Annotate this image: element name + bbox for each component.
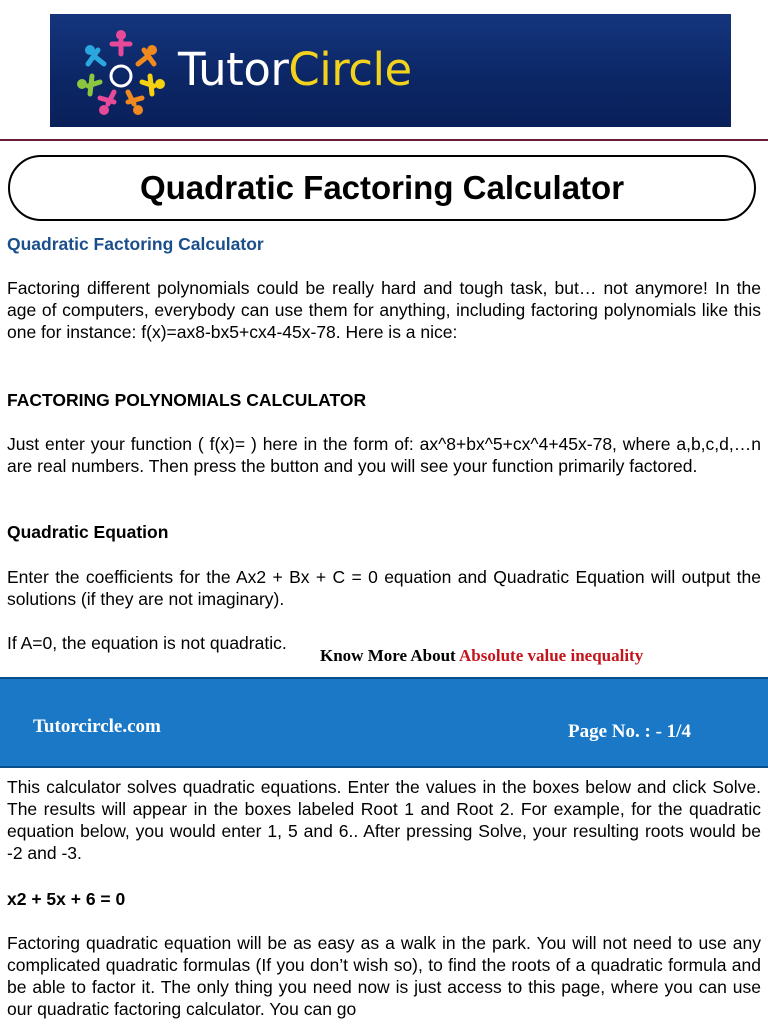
section-subheading: Quadratic Factoring Calculator (7, 234, 264, 254)
page2-equation-block (7, 888, 761, 910)
footer-page-number: Page No. : - 1/4 (568, 721, 691, 742)
heading-quadratic-equation: Quadratic Equation (7, 522, 169, 542)
header-divider (0, 139, 768, 141)
paragraph-function-input: Just enter your function ( f(x)= ) here in the form of: ax^8+bx^5+cx^4+45x-78, where a,b,c,d,…n are real numbers. Then press the button and you will see your function primarily factored. (7, 434, 761, 476)
page1-content (7, 233, 761, 255)
page2-para2-block (7, 932, 761, 1020)
paragraph-factoring-easy: Factoring quadratic equation will be as easy as a walk in the park. You will not need to use any complicated quadratic formulas (If you don’t wish so), to find the roots of a quadratic formula and be able to factor it. The only thing you need now is just access to this page, where you can use our quadratic factoring calculator. You can go (7, 933, 761, 1019)
paragraph-calculator-usage: This calculator solves quadratic equations. Enter the values in the boxes below and click Solve. The results will appear in the boxes labeled Root 1 and Root 2. For example, for the quadratic equation below, you would enter 1, 5 and 6.. After pressing Solve, your resulting roots would be -2 and -3. (7, 777, 761, 863)
page1-para4-block (7, 632, 327, 654)
paragraph-a-zero: If A=0, the equation is not quadratic. (7, 633, 287, 653)
logo-wordmark (178, 44, 412, 96)
footer-site-link[interactable]: Tutorcircle.com (33, 716, 161, 737)
know-more-line (320, 646, 643, 666)
header-banner (50, 14, 731, 127)
logo-word-circle: Circle (288, 43, 412, 96)
know-more-prefix: Know More About (320, 646, 456, 665)
example-equation: x2 + 5x + 6 = 0 (7, 889, 126, 909)
page-footer (0, 677, 768, 768)
people-circle-icon (72, 26, 170, 118)
page1-para3-block (7, 566, 761, 610)
paragraph-coefficients: Enter the coefficients for the Ax2 + Bx + C = 0 equation and Quadratic Equation will output the solutions (if they are not imaginary). (7, 567, 761, 609)
page2-para1-block (7, 776, 761, 864)
page1-heading2-block (7, 389, 761, 411)
page1-para1-block (7, 277, 761, 343)
title-box (8, 155, 756, 221)
page-title: Quadratic Factoring Calculator (139, 169, 625, 206)
know-more-link[interactable]: Absolute value inequality (459, 646, 644, 665)
heading-factoring-calculator: FACTORING POLYNOMIALS CALCULATOR (7, 390, 367, 410)
logo-word-tutor: Tutor (178, 43, 289, 96)
paragraph-intro: Factoring different polynomials could be really hard and tough task, but… not anymore! In the age of computers, everybody can use them for anything, including factoring polynomials like this one for instance: f(x)=ax8-bx5+cx4-45x-78. Here is a nice: (7, 278, 761, 342)
page1-heading3-block (7, 521, 761, 543)
page1-para2-block (7, 433, 761, 477)
